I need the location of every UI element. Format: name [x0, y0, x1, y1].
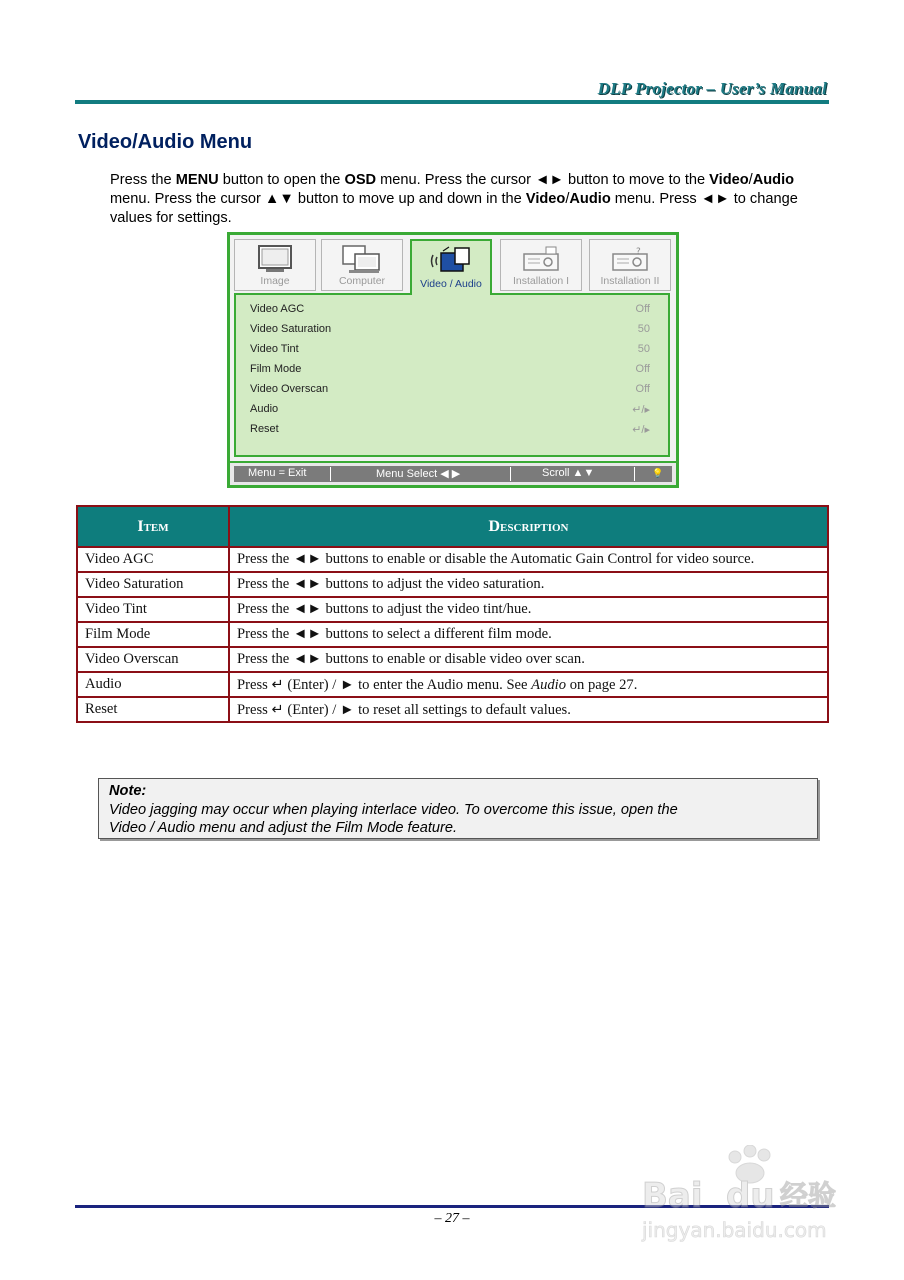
osd-row: Video Overscan Off [250, 383, 650, 395]
osd-footer-bar [234, 466, 672, 482]
note-line: Video jagging may occur when playing interlace video. To overcome this issue, open the [109, 801, 678, 818]
note-line: Video / Audio menu and adjust the Film Mode feature. [109, 820, 458, 836]
osd-settings-panel [234, 293, 670, 457]
table-row: Video Tint Press the ◄► buttons to adjust the video tint/hue. [77, 597, 828, 622]
osd-menu-screenshot [227, 232, 679, 488]
svg-text:jingyan.baidu.com: jingyan.baidu.com [642, 1218, 827, 1242]
tab-image: Image [234, 239, 316, 291]
note-box [98, 778, 818, 839]
audio-page-reference[interactable]: Audio [531, 676, 567, 693]
osd-row: Reset ↵/▸ [250, 423, 650, 436]
intro-paragraph: Press the MENU button to open the OSD menu. Press the cursor ◄► button to move to the Video/Audio menu. Press the cursor ▲▼ button to move up and down in the Video/Audio menu. Press ◄► to change values for settings. [110, 172, 798, 226]
table-row: Video Overscan Press the ◄► buttons to enable or disable video over scan. [77, 647, 828, 672]
tab-computer: Computer [321, 239, 403, 291]
baidu-watermark-logo [640, 1145, 855, 1245]
osd-row: Video Tint 50 [250, 343, 650, 355]
note-title: Note: [109, 783, 147, 799]
svg-text:经验: 经验 [780, 1179, 837, 1212]
svg-text:?: ? [636, 247, 641, 257]
osd-footer [230, 461, 676, 485]
manual-header-title: DLP Projector – User’s Manual [597, 79, 827, 98]
computer-icon [341, 244, 383, 274]
header-rule [75, 100, 829, 104]
tab-video-audio: Video / Audio [410, 239, 492, 295]
table-row: Audio Press ↵ (Enter) / ► to enter the Audio menu. See Audio on page 27. [77, 672, 828, 697]
table-row: Video Saturation Press the ◄► buttons to adjust the video saturation. [77, 572, 828, 597]
table-row: Film Mode Press the ◄► buttons to select a different film mode. [77, 622, 828, 647]
video-audio-icon [429, 245, 473, 275]
monitor-icon [256, 244, 294, 274]
header-description: Description [229, 506, 828, 547]
lightbulb-icon: 💡 [652, 468, 664, 478]
footer-separator [330, 467, 331, 481]
tab-installation-1: Installation I [500, 239, 582, 291]
table-row: Reset Press ↵ (Enter) / ► to reset all settings to default values. [77, 697, 828, 722]
osd-footer-select: Menu Select ◀ ▶ [376, 468, 461, 480]
item-description-table [76, 505, 829, 723]
projector-icon [520, 244, 562, 274]
projector-settings-icon [609, 244, 651, 274]
header-item: Item [77, 506, 229, 547]
table-row: Video AGC Press the ◄► buttons to enable or disable the Automatic Gain Control for video source. [77, 547, 828, 572]
tab-installation-2: ? Installation II [589, 239, 671, 291]
svg-text:Bai: Bai [642, 1176, 703, 1216]
osd-row: Video Saturation 50 [250, 323, 650, 335]
table-header-row [77, 506, 828, 547]
osd-row: Film Mode Off [250, 363, 650, 375]
osd-footer-scroll: Scroll ▲▼ [542, 467, 595, 479]
page-number: – 27 – [434, 1211, 470, 1226]
footer-separator [634, 467, 635, 481]
osd-row: Video AGC Off [250, 303, 650, 315]
section-title: Video/Audio Menu [78, 131, 253, 153]
osd-row: Audio ↵/▸ [250, 403, 650, 416]
svg-text:du: du [726, 1176, 775, 1216]
footer-separator [510, 467, 511, 481]
osd-footer-exit: Menu = Exit [248, 467, 307, 479]
